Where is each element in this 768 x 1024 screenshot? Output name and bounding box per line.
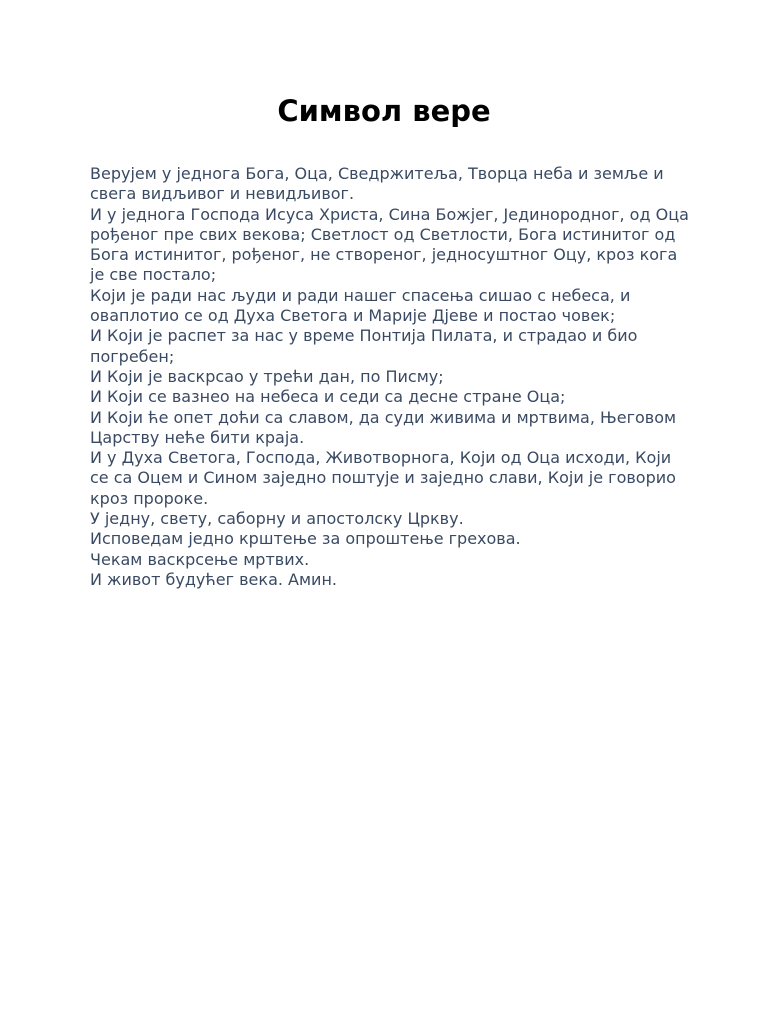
paragraph: Верујем у једнога Бога, Оца, Сведржитеља, Творца неба и земље и свега видљивог и невидљивог. xyxy=(90,164,664,204)
paragraph: И Који се вазнео на небеса и седи са десне стране Оца; xyxy=(90,387,566,407)
paragraph: И Који ће опет доћи са славом, да суди живима и мртвима, Његовом Царству неће бити краја. xyxy=(90,407,677,447)
paragraph: Чекам васкрсење мртвих. xyxy=(90,549,310,569)
paragraph: И живот будућег века. Амин. xyxy=(90,569,337,589)
paragraph: У једну, свету, саборну и апостолску Цркву. xyxy=(90,509,464,529)
document-title: Символ вере xyxy=(277,94,491,128)
paragraph: И Који је васкрсао у трећи дан, по Писму; xyxy=(90,366,444,386)
paragraph: И у Духа Светога, Господа, Животворнога, Који од Оца исходи, Који се са Оцем и Сином заједно поштује и заједно слави, Који је говорио кроз пророке. xyxy=(90,448,676,508)
paragraph: Који је ради нас људи и ради нашег спасења сишао с небеса, и оваплотио се од Духа Светога и Марије Дјеве и постао човек; xyxy=(90,285,631,326)
paragraph: И у једнога Господа Исуса Христа, Сина Божјег, Јединородног, од Оца рођеног пре свих векова; Светлост од Светлости, Бога истинитог од Бога истинитог, рођеног, не створеног, једносуштног Оцу, кроз кога је све постало; xyxy=(90,204,689,285)
creed-text xyxy=(90,164,690,590)
paragraph: Исповедам једно крштење за опроштење грехова. xyxy=(90,529,521,549)
paragraph: И Који је распет за нас у време Понтија Пилата, и страдао и био погребен; xyxy=(90,326,638,366)
